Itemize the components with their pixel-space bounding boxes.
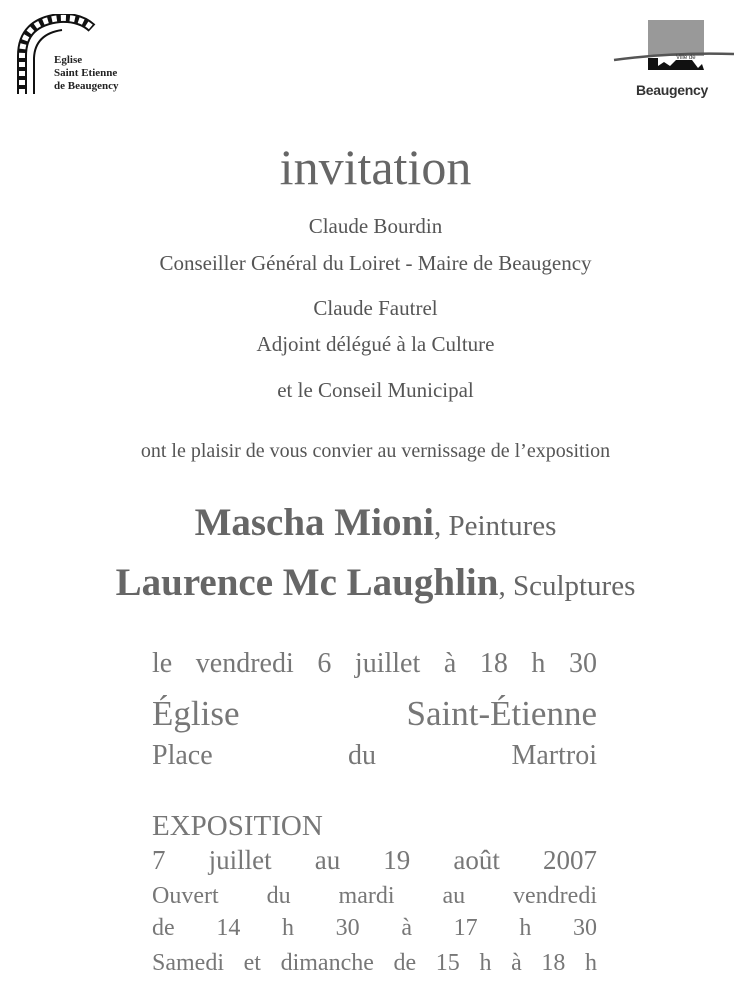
town-logo (612, 18, 737, 108)
town-logo-name: Beaugency (636, 82, 708, 98)
exhibition-weekend-hours: Samedi et dimanche de 15 h à 18 h (152, 950, 597, 976)
artist-medium: Peintures (448, 510, 557, 542)
exhibition-dates: 7 juillet au 19 août 2007 (152, 845, 597, 875)
host1-name: Claude Bourdin (308, 214, 443, 238)
host2-name: Claude Fautrel (313, 296, 438, 320)
exhibition-hours: de 14 h 30 à 17 h 30 (152, 915, 597, 941)
artist-name: Laurence Mc Laughlin (115, 561, 499, 604)
artist-line: Laurence Mc Laughlin, Sculptures (115, 561, 636, 604)
church-logo-line3: de Beaugency (54, 80, 119, 92)
artist-name: Mascha Mioni (194, 501, 434, 544)
artist-medium: Sculptures (512, 570, 636, 602)
council-text: et le Conseil Municipal (277, 378, 474, 402)
event-venue: Église Saint-Étienne (152, 694, 597, 733)
church-logo-line1: Eglise (54, 54, 83, 66)
exhibition-open-days: Ouvert du mardi au vendredi (152, 883, 597, 909)
exhibition-heading: EXPOSITION (152, 810, 323, 842)
artist-line: Mascha Mioni, Peintures (194, 501, 557, 544)
host2-role: Adjoint délégué à la Culture (256, 332, 495, 356)
invitation-sentence: ont le plaisir de vous convier au vernissage de l’exposition (140, 440, 611, 462)
event-date: le vendredi 6 juillet à 18 h 30 (152, 648, 597, 679)
church-logo-line2: Saint Etienne (54, 67, 118, 79)
event-place: Place du Martroi (152, 740, 597, 771)
church-logo (14, 14, 144, 104)
host1-role: Conseiller Général du Loiret - Maire de Beaugency (159, 251, 592, 275)
invitation-title: invitation (279, 139, 472, 195)
town-logo-small-text: Ville de (676, 55, 696, 61)
